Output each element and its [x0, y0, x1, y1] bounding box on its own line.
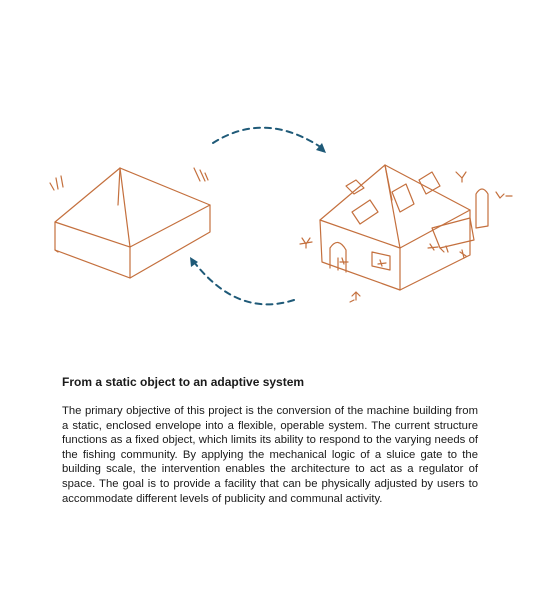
forward-arrow-curve — [213, 128, 322, 148]
static-box-sketch — [50, 168, 210, 278]
adaptive-building-sketch — [300, 165, 512, 302]
return-arrow-curve — [194, 262, 294, 304]
body-paragraph: The primary objective of this project is the conversion of the machine building from a static, enclosed envelope into a flexible, operable system. The current structure functions as a fixed object, which limits its ability to respond to the varying needs of the fishing community. By applying the mechanical logic of a sluice gate to the building scale, the intervention enables the architecture to act as a regulator of space. The goal is to provide a facility that can be physically adjusted by users to accommodate different levels of publicity and communal activity. — [62, 405, 478, 505]
section-heading: From a static object to an adaptive system — [62, 375, 305, 389]
